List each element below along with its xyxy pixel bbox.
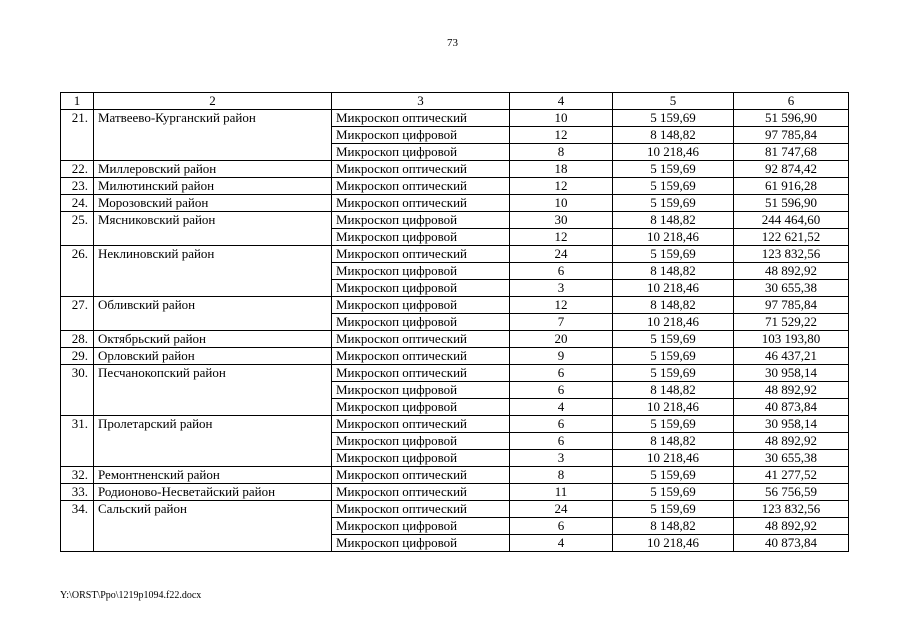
row-number: 31. [61, 416, 94, 433]
quantity: 6 [510, 433, 613, 450]
total-amount: 41 277,52 [734, 467, 849, 484]
district-name: Морозовский район [94, 195, 332, 212]
quantity: 12 [510, 127, 613, 144]
table-row [61, 518, 849, 535]
column-header: 5 [613, 93, 734, 110]
unit-price: 5 159,69 [613, 178, 734, 195]
table-row [61, 331, 849, 348]
column-header: 3 [332, 93, 510, 110]
unit-price: 5 159,69 [613, 365, 734, 382]
district-name [94, 450, 332, 467]
unit-price: 10 218,46 [613, 535, 734, 552]
equipment-name: Микроскоп цифровой [332, 382, 510, 399]
equipment-name: Микроскоп цифровой [332, 450, 510, 467]
equipment-name: Микроскоп цифровой [332, 314, 510, 331]
district-name [94, 229, 332, 246]
row-number: 26. [61, 246, 94, 263]
table-row [61, 484, 849, 501]
equipment-name: Микроскоп оптический [332, 365, 510, 382]
total-amount: 48 892,92 [734, 382, 849, 399]
unit-price: 10 218,46 [613, 280, 734, 297]
table-row [61, 110, 849, 127]
equipment-name: Микроскоп оптический [332, 501, 510, 518]
quantity: 6 [510, 382, 613, 399]
quantity: 6 [510, 518, 613, 535]
row-number: 33. [61, 484, 94, 501]
unit-price: 5 159,69 [613, 195, 734, 212]
total-amount: 51 596,90 [734, 195, 849, 212]
page-number: 73 [447, 37, 458, 49]
row-number: 29. [61, 348, 94, 365]
table-row [61, 212, 849, 229]
equipment-name: Микроскоп оптический [332, 246, 510, 263]
total-amount: 103 193,80 [734, 331, 849, 348]
district-name: Миллеровский район [94, 161, 332, 178]
quantity: 3 [510, 280, 613, 297]
unit-price: 8 148,82 [613, 382, 734, 399]
equipment-name: Микроскоп цифровой [332, 229, 510, 246]
quantity: 7 [510, 314, 613, 331]
row-number [61, 127, 94, 144]
unit-price: 5 159,69 [613, 416, 734, 433]
quantity: 20 [510, 331, 613, 348]
district-name: Октябрьский район [94, 331, 332, 348]
total-amount: 48 892,92 [734, 263, 849, 280]
district-name [94, 127, 332, 144]
row-number: 34. [61, 501, 94, 518]
equipment-name: Микроскоп оптический [332, 178, 510, 195]
equipment-name: Микроскоп цифровой [332, 127, 510, 144]
row-number [61, 433, 94, 450]
total-amount: 40 873,84 [734, 535, 849, 552]
table-row [61, 348, 849, 365]
row-number: 28. [61, 331, 94, 348]
column-header: 1 [61, 93, 94, 110]
table-row [61, 416, 849, 433]
district-name: Сальский район [94, 501, 332, 518]
equipment-name: Микроскоп оптический [332, 348, 510, 365]
table-row [61, 144, 849, 161]
quantity: 6 [510, 365, 613, 382]
table-row [61, 382, 849, 399]
column-header: 6 [734, 93, 849, 110]
district-name [94, 263, 332, 280]
district-name [94, 518, 332, 535]
quantity: 4 [510, 399, 613, 416]
quantity: 4 [510, 535, 613, 552]
row-number: 23. [61, 178, 94, 195]
row-number [61, 382, 94, 399]
quantity: 8 [510, 144, 613, 161]
quantity: 9 [510, 348, 613, 365]
equipment-name: Микроскоп оптический [332, 161, 510, 178]
row-number [61, 450, 94, 467]
total-amount: 40 873,84 [734, 399, 849, 416]
unit-price: 5 159,69 [613, 348, 734, 365]
total-amount: 123 832,56 [734, 501, 849, 518]
table-row [61, 297, 849, 314]
district-name: Неклиновский район [94, 246, 332, 263]
unit-price: 8 148,82 [613, 518, 734, 535]
table-row [61, 535, 849, 552]
district-name [94, 382, 332, 399]
equipment-name: Микроскоп цифровой [332, 280, 510, 297]
row-number [61, 518, 94, 535]
district-name [94, 280, 332, 297]
total-amount: 46 437,21 [734, 348, 849, 365]
district-name: Мясниковский район [94, 212, 332, 229]
table-row [61, 195, 849, 212]
total-amount: 122 621,52 [734, 229, 849, 246]
row-number [61, 535, 94, 552]
total-amount: 92 874,42 [734, 161, 849, 178]
equipment-name: Микроскоп цифровой [332, 433, 510, 450]
quantity: 10 [510, 110, 613, 127]
table-row [61, 501, 849, 518]
unit-price: 5 159,69 [613, 501, 734, 518]
total-amount: 123 832,56 [734, 246, 849, 263]
quantity: 6 [510, 416, 613, 433]
quantity: 3 [510, 450, 613, 467]
district-name: Орловский район [94, 348, 332, 365]
equipment-name: Микроскоп оптический [332, 484, 510, 501]
table-row [61, 433, 849, 450]
table-row [61, 178, 849, 195]
district-name [94, 314, 332, 331]
district-name: Милютинский район [94, 178, 332, 195]
column-header: 4 [510, 93, 613, 110]
document-file-path: Y:\ORST\Ppo\1219p1094.f22.docx [60, 590, 202, 601]
row-number: 21. [61, 110, 94, 127]
table-row [61, 450, 849, 467]
equipment-name: Микроскоп цифровой [332, 399, 510, 416]
unit-price: 8 148,82 [613, 297, 734, 314]
total-amount: 30 655,38 [734, 450, 849, 467]
unit-price: 5 159,69 [613, 331, 734, 348]
row-number: 27. [61, 297, 94, 314]
equipment-name: Микроскоп оптический [332, 195, 510, 212]
quantity: 12 [510, 178, 613, 195]
unit-price: 8 148,82 [613, 127, 734, 144]
table-row [61, 467, 849, 484]
quantity: 30 [510, 212, 613, 229]
quantity: 12 [510, 229, 613, 246]
unit-price: 8 148,82 [613, 433, 734, 450]
quantity: 10 [510, 195, 613, 212]
total-amount: 48 892,92 [734, 433, 849, 450]
quantity: 11 [510, 484, 613, 501]
quantity: 8 [510, 467, 613, 484]
district-name: Обливский район [94, 297, 332, 314]
table-row [61, 399, 849, 416]
district-name [94, 433, 332, 450]
equipment-name: Микроскоп оптический [332, 416, 510, 433]
equipment-name: Микроскоп цифровой [332, 212, 510, 229]
unit-price: 5 159,69 [613, 110, 734, 127]
unit-price: 8 148,82 [613, 212, 734, 229]
equipment-name: Микроскоп цифровой [332, 263, 510, 280]
total-amount: 56 756,59 [734, 484, 849, 501]
data-table [60, 92, 849, 552]
row-number: 24. [61, 195, 94, 212]
total-amount: 97 785,84 [734, 297, 849, 314]
equipment-name: Микроскоп цифровой [332, 297, 510, 314]
row-number [61, 229, 94, 246]
unit-price: 10 218,46 [613, 450, 734, 467]
equipment-name: Микроскоп оптический [332, 110, 510, 127]
unit-price: 10 218,46 [613, 229, 734, 246]
quantity: 6 [510, 263, 613, 280]
unit-price: 10 218,46 [613, 314, 734, 331]
total-amount: 30 655,38 [734, 280, 849, 297]
table-row [61, 246, 849, 263]
table-row [61, 127, 849, 144]
table-row [61, 161, 849, 178]
quantity: 24 [510, 501, 613, 518]
row-number [61, 314, 94, 331]
unit-price: 8 148,82 [613, 263, 734, 280]
equipment-name: Микроскоп цифровой [332, 535, 510, 552]
district-name: Песчанокопский район [94, 365, 332, 382]
total-amount: 61 916,28 [734, 178, 849, 195]
quantity: 24 [510, 246, 613, 263]
row-number [61, 144, 94, 161]
table-row [61, 314, 849, 331]
equipment-name: Микроскоп оптический [332, 331, 510, 348]
row-number: 30. [61, 365, 94, 382]
district-name: Пролетарский район [94, 416, 332, 433]
equipment-name: Микроскоп цифровой [332, 518, 510, 535]
district-name: Ремонтненский район [94, 467, 332, 484]
row-number: 25. [61, 212, 94, 229]
table-row [61, 263, 849, 280]
total-amount: 71 529,22 [734, 314, 849, 331]
row-number: 22. [61, 161, 94, 178]
unit-price: 5 159,69 [613, 484, 734, 501]
row-number: 32. [61, 467, 94, 484]
total-amount: 97 785,84 [734, 127, 849, 144]
unit-price: 5 159,69 [613, 161, 734, 178]
table-row [61, 365, 849, 382]
district-name: Родионово-Несветайский район [94, 484, 332, 501]
unit-price: 5 159,69 [613, 467, 734, 484]
total-amount: 30 958,14 [734, 365, 849, 382]
total-amount: 30 958,14 [734, 416, 849, 433]
unit-price: 5 159,69 [613, 246, 734, 263]
row-number [61, 263, 94, 280]
unit-price: 10 218,46 [613, 399, 734, 416]
quantity: 18 [510, 161, 613, 178]
table-row [61, 280, 849, 297]
row-number [61, 399, 94, 416]
district-name [94, 144, 332, 161]
table-row [61, 229, 849, 246]
total-amount: 81 747,68 [734, 144, 849, 161]
unit-price: 10 218,46 [613, 144, 734, 161]
table-header-row [61, 93, 849, 110]
column-header: 2 [94, 93, 332, 110]
district-name [94, 399, 332, 416]
equipment-name: Микроскоп оптический [332, 467, 510, 484]
total-amount: 51 596,90 [734, 110, 849, 127]
district-name [94, 535, 332, 552]
row-number [61, 280, 94, 297]
equipment-name: Микроскоп цифровой [332, 144, 510, 161]
district-name: Матвеево-Курганский район [94, 110, 332, 127]
quantity: 12 [510, 297, 613, 314]
total-amount: 244 464,60 [734, 212, 849, 229]
total-amount: 48 892,92 [734, 518, 849, 535]
